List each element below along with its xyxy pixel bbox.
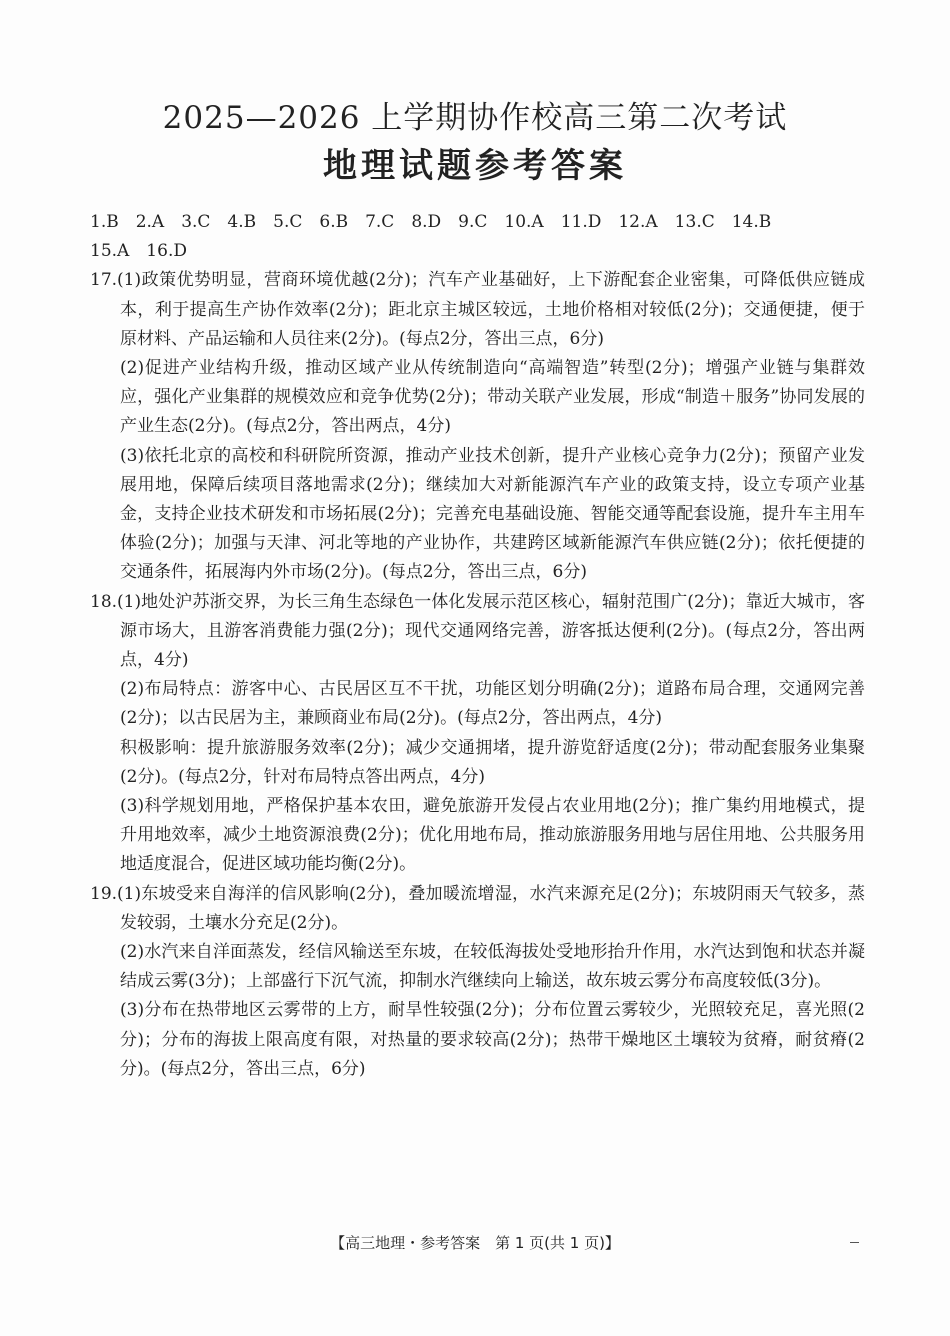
choice-answers-line-1: 1.B 2.A 3.C 4.B 5.C 6.B 7.C 8.D 9.C 10.A 11.D 12.A 13.C 14.B: [90, 212, 772, 232]
q17-part1: 17.(1)政策优势明显，营商环境优越(2分)；汽车产业基础好，上下游配套企业密集，可降低供应链成本，利于提高生产协作效率(2分)；距北京主城区较远，土地价格相对较低(2分)；交通便捷，便于原材料、产品运输和人员往来(2分)。(每点2分，答出三点，6分): [90, 270, 865, 349]
q19-part3: (3)分布在热带地区云雾带的上方，耐旱性较强(2分)；分布位置云雾较少，光照较充足，喜光照(2分)；分布的海拔上限高度有限，对热量的要求较高(2分)；热带干燥地区土壤较为贫瘠，耐贫瘠(2分)。(每点2分，答出三点，6分): [120, 1000, 865, 1079]
answer-content: [90, 208, 865, 1084]
choice-answers-line-2: 15.A 16.D: [90, 241, 187, 262]
q17-part2: (2)促进产业结构升级，推动区域产业从传统制造向“高端智造”转型(2分)；增强产业链与集群效应，强化产业集群的规模效应和竞争优势(2分)；带动关联产业发展，形成“制造＋服务”协同发展的产业生态(2分)。(每点2分，答出两点，4分): [120, 358, 865, 437]
q18-part3: (3)科学规划用地，严格保护基本农田，避免旅游开发侵占农业用地(2分)；推广集约用地模式，提升用地效率，减少土地资源浪费(2分)；优化用地布局，推动旅游服务用地与居住用地、公共服务用地适度混合，促进区域功能均衡(2分)。: [120, 796, 865, 875]
q18-part1: 18.(1)地处沪苏浙交界，为长三角生态绿色一体化发展示范区核心，辐射范围广(2分)；靠近大城市，客源市场大，且游客消费能力强(2分)；现代交通网络完善，游客抵达便利(2分)。(每点2分，答出两点，4分): [90, 591, 865, 671]
document-subtitle: 地理试题参考答案: [323, 146, 627, 186]
q17-part3: (3)依托北京的高校和科研院所资源，推动产业技术创新，提升产业核心竞争力(2分)；预留产业发展用地，保障后续项目落地需求(2分)；继续加大对新能源汽车产业的政策支持，设立专项产业基金，支持企业技术研发和市场拓展(2分)；完善充电基础设施、智能交通等配套设施，提升车主用车体验(2分)；加强与天津、河北等地的产业协作，共建跨区域新能源汽车供应链(2分)；依托便捷的交通条件，拓展海内外市场(2分)。(每点2分，答出三点，6分): [120, 445, 865, 583]
q19-part1: 19.(1)东坡受来自海洋的信风影响(2分)，叠加暖流增湿，水汽来源充足(2分)；东坡阴雨天气较多，蒸发较弱，土壤水分充足(2分)。: [90, 883, 865, 933]
q18-part2: (2)布局特点：游客中心、古民居区互不干扰，功能区划分明确(2分)；道路布局合理，交通网完善(2分)；以古民居为主，兼顾商业布局(2分)。(每点2分，答出两点，4分): [120, 679, 865, 729]
exam-title: 2025—2026 上学期协作校高三第二次考试: [162, 100, 788, 136]
q19-part2: (2)水汽来自洋面蒸发，经信风输送至东坡，在较低海拔处受地形抬升作用，水汽达到饱和状态并凝结成云雾(3分)；上部盛行下沉气流，抑制水汽继续向上输送，故东坡云雾分布高度较低(3分)。: [120, 942, 865, 992]
page-footer: 【高三地理・参考答案 第 1 页(共 1 页)】: [330, 1234, 620, 1252]
q18-part2-impact: 积极影响：提升旅游服务效率(2分)；减少交通拥堵，提升游览舒适度(2分)；带动配套服务业集聚(2分)。(每点2分，针对布局特点答出两点，4分): [120, 737, 865, 787]
corner-mark: [850, 1242, 859, 1243]
